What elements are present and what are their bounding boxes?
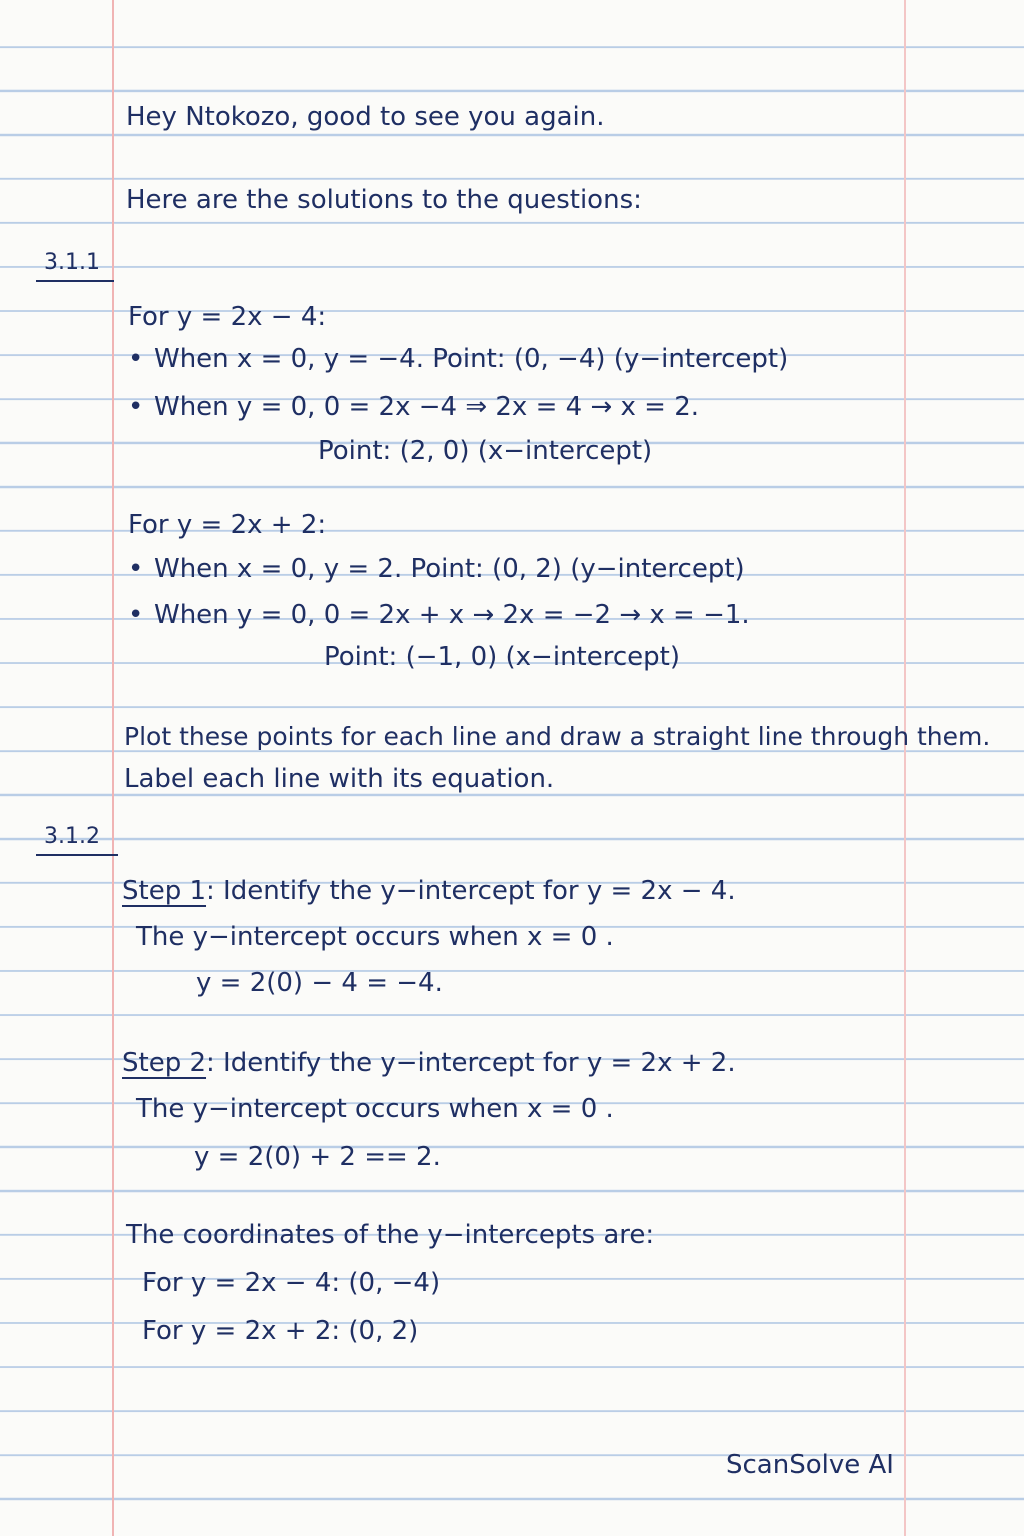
line2-x-intercept-point: Point: (−1, 0) (x−intercept) bbox=[324, 642, 680, 672]
bullet-marker: • bbox=[128, 344, 144, 374]
step-1-label: Step 1 bbox=[122, 876, 207, 906]
line2-bullet-1: When x = 0, y = 2. Point: (0, 2) (y−intercept) bbox=[154, 554, 745, 584]
step-2-label: Step 2 bbox=[122, 1048, 207, 1078]
intro-text: Here are the solutions to the questions: bbox=[126, 185, 642, 215]
step-2-calculation: y = 2(0) + 2 == 2. bbox=[194, 1142, 441, 1172]
greeting: Hey Ntokozo, good to see you again. bbox=[126, 102, 605, 132]
step-1-title: : Identify the y−intercept for y = 2x − 4. bbox=[206, 876, 736, 906]
section-label-3-1-2: 3.1.2 bbox=[44, 824, 100, 849]
section-label-underline bbox=[36, 854, 118, 856]
bullet-marker: • bbox=[128, 392, 144, 422]
line2-bullet-2: When y = 0, 0 = 2x + x → 2x = −2 → x = −1. bbox=[154, 600, 750, 630]
section-label-3-1-1: 3.1.1 bbox=[44, 250, 100, 275]
section-label-underline bbox=[36, 280, 114, 282]
step-2-text: The y−intercept occurs when x = 0 . bbox=[136, 1094, 614, 1124]
step-2-heading bbox=[122, 1046, 736, 1080]
step-1-heading bbox=[122, 874, 736, 908]
step-1-calculation: y = 2(0) − 4 = −4. bbox=[196, 968, 443, 998]
bullet-marker: • bbox=[128, 600, 144, 630]
line2-heading: For y = 2x + 2: bbox=[128, 510, 327, 540]
left-margin-line bbox=[112, 0, 114, 1536]
summary-line-2: For y = 2x + 2: (0, 2) bbox=[142, 1316, 419, 1346]
line1-bullet-2: When y = 0, 0 = 2x −4 ⇒ 2x = 4 → x = 2. bbox=[154, 392, 699, 422]
right-margin-line bbox=[904, 0, 906, 1536]
signature-text: ScanSolve AI bbox=[726, 1450, 894, 1480]
step-2-title: : Identify the y−intercept for y = 2x + 2. bbox=[206, 1048, 736, 1078]
line1-x-intercept-point: Point: (2, 0) (x−intercept) bbox=[318, 436, 653, 466]
plot-instruction: Plot these points for each line and draw a straight line through them. bbox=[124, 722, 991, 751]
summary-heading: The coordinates of the y−intercepts are: bbox=[126, 1220, 655, 1250]
line1-bullet-1: When x = 0, y = −4. Point: (0, −4) (y−intercept) bbox=[154, 344, 789, 374]
step-1-text: The y−intercept occurs when x = 0 . bbox=[136, 922, 614, 952]
summary-line-1: For y = 2x − 4: (0, −4) bbox=[142, 1268, 441, 1298]
bullet-marker: • bbox=[128, 554, 144, 584]
line1-heading: For y = 2x − 4: bbox=[128, 302, 327, 332]
label-instruction: Label each line with its equation. bbox=[124, 764, 555, 794]
